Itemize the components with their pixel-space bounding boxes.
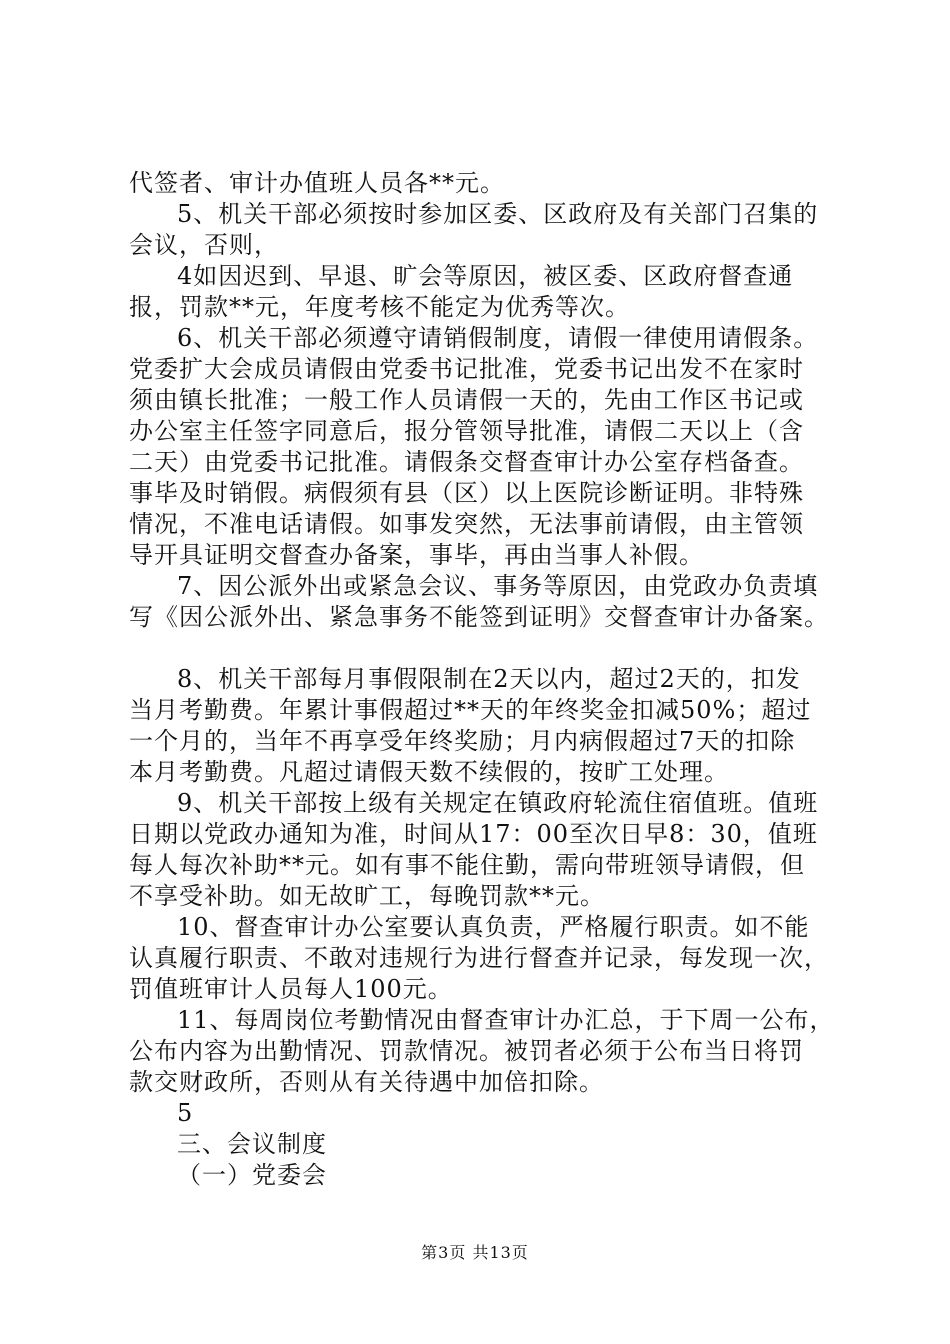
document-body: [129, 168, 835, 1191]
text-line: 会议，否则，: [129, 231, 279, 259]
text-line: 写《因公派外出、紧急事务不能签到证明》交督查审计办备案。: [129, 603, 829, 631]
text-line: 认真履行职责、不敢对违规行为进行督查并记录，每发现一次，: [129, 944, 829, 972]
text-line: 9、机关干部按上级有关规定在镇政府轮流住宿值班。值班: [177, 789, 819, 817]
text-line: 办公室主任签字同意后，报分管领导批准，请假二天以上（含: [129, 417, 804, 445]
text-line: 党委扩大会成员请假由党委书记批准，党委书记出发不在家时: [129, 355, 804, 383]
text-line: 事毕及时销假。病假须有县（区）以上医院诊断证明。非特殊: [129, 479, 804, 507]
text-line: 情况，不准电话请假。如事发突然，无法事前请假，由主管领: [129, 510, 804, 538]
text-line: 导开具证明交督查办备案，事毕，再由当事人补假。: [129, 541, 704, 569]
text-line: 6、机关干部必须遵守请销假制度，请假一律使用请假条。: [177, 324, 819, 352]
text-line: 5: [177, 1099, 194, 1127]
section-heading: 三、会议制度: [177, 1130, 327, 1158]
text-line: 二天）由党委书记批准。请假条交督查审计办公室存档备查。: [129, 448, 804, 476]
page-footer: 第3页 共13页: [421, 1243, 529, 1262]
text-line: 一个月的，当年不再享受年终奖励；月内病假超过7天的扣除: [129, 727, 796, 755]
text-line: 日期以党政办通知为准，时间从17：00至次日早8：30，值班: [129, 820, 818, 848]
paragraph-gap: [129, 633, 829, 664]
text-line: 罚值班审计人员每人100元。: [129, 975, 453, 1003]
text-line: 本月考勤费。凡超过请假天数不续假的，按旷工处理。: [129, 758, 729, 786]
text-line: 4如因迟到、早退、旷会等原因，被区委、区政府督查通: [177, 262, 794, 290]
text-line: 8、机关干部每月事假限制在2天以内，超过2天的，扣发: [177, 665, 801, 693]
text-line: 须由镇长批准；一般工作人员请假一天的，先由工作区书记或: [129, 386, 804, 414]
text-line: 当月考勤费。年累计事假超过**天的年终奖金扣减50%；超过: [129, 696, 812, 724]
text-line: 不享受补助。如无故旷工，每晚罚款**元。: [129, 882, 605, 910]
text-line: 10、督查审计办公室要认真负责，严格履行职责。如不能: [177, 913, 810, 941]
text-line: 报，罚款**元，年度考核不能定为优秀等次。: [129, 293, 630, 321]
text-line: 代签者、审计办值班人员各**元。: [129, 169, 505, 197]
text-line: 每人每次补助**元。如有事不能住勤，需向带班领导请假，但: [129, 851, 805, 879]
text-line: 7、因公派外出或紧急会议、事务等原因，由党政办负责填: [177, 572, 819, 600]
text-line: 公布内容为出勤情况、罚款情况。被罚者必须于公布当日将罚: [129, 1037, 804, 1065]
text-line: 5、机关干部必须按时参加区委、区政府及有关部门召集的: [177, 200, 819, 228]
text-line: 11、每周岗位考勤情况由督查审计办汇总，于下周一公布，: [177, 1006, 835, 1034]
text-line: 款交财政所，否则从有关待遇中加倍扣除。: [129, 1068, 604, 1096]
subsection-heading: （一）党委会: [177, 1161, 327, 1189]
